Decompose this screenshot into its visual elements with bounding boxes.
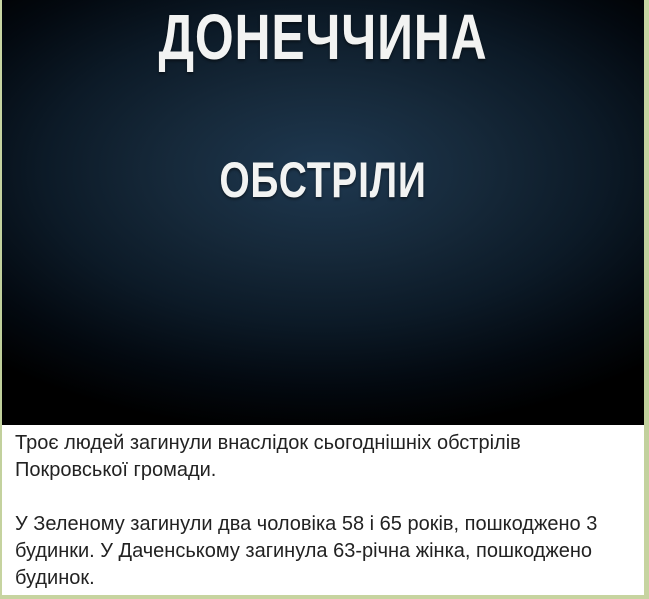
post-image[interactable] (2, 0, 644, 425)
image-title: ДОНЕЧЧИНА (158, 1, 488, 73)
message-caption (2, 425, 644, 595)
caption-paragraph-1: Троє людей загинули внаслідок сьогоднішніх обстрілів Покровської громади. (15, 432, 521, 481)
image-subtitle: ОБСТРІЛИ (219, 152, 427, 208)
caption-paragraph-2: У Зеленому загинули два чоловіка 58 і 65 років, пошкоджено 3 будинки. У Даченському загинула 63-річна жінка, пошкоджено будинок. (15, 513, 598, 589)
message-bubble (2, 0, 644, 595)
